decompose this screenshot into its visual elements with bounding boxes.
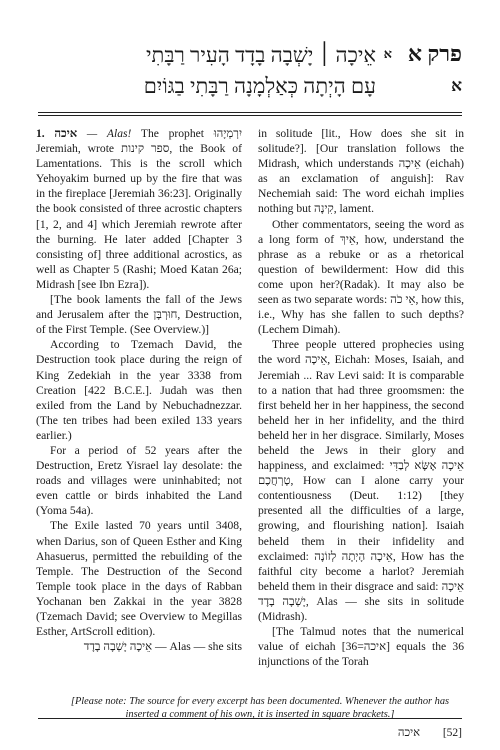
header-rule: [38, 112, 462, 113]
commentary-paragraph: For a period of 52 years after the Destruction, Eretz Yisrael lay desolate: the roads and villages were uninhabited; not even cattle or birds inhabited the Land (Yoma 54a).: [36, 443, 242, 518]
chapter-title: פרק א: [407, 41, 462, 66]
right-column: [258, 126, 464, 669]
commentary-paragraph: Three people uttered prophecies using the word אֵיכָה, Eichah: Moses, Isaiah, and Jeremiah ... Rav Levi said: It is comparable to a nation that had three groomsmen: the first beheld her in her happiness, the second beheld her in her infidelity, and the third beheld her in her disgrace. Similarly, Moses beheld the Jews in their glory and happiness, and exclaimed: אֵיכָה אֶשָּׂא לְבַדִּי טָרְחֲכֶם, How can I alone carry your contentiousness (Deut. 1:12) [they presented all the difficulties of a large, growing, and flourishing nation]. Isaiah beheld them in their infidelity and exclaimed: אֵיכָה הָיְתָה לְזוֹנָה, How has the faithful city become a harlot? Jeremiah beheld them in their disgrace and said: אֵיכָה יָשְׁבָה בָדָד, Alas — she sits in solitude (Midrash).: [258, 338, 464, 623]
footer-rule: [38, 718, 462, 719]
commentary-paragraph: Other commentators, seeing the word as a long form of אֵיךְ, how, understand the phrase as a rebuke or as a rhetorical question of bewilderment: How did this come upon her?(Radak). It may also be seen as two separate words: אֵי כֹה, how this, i.e., Why has she fallen to such depths? (Lechem Dimah).: [258, 217, 464, 337]
header-rule-double: [38, 115, 462, 116]
entry-text: The prophet יִרְמְיָהוּ Jeremiah, wrote ספר קינות, the Book of Lamentations. This is the scroll which Yehoyakim burned up by the fire that was in the fireplace [Jeremiah 36:23]. Originally the book consisted of three acrostic chapters [1, 2, and 4] which Jeremiah rewrote after the burning. He later added [Chapter 3 consisting of] three additional acrostics, as well as Chapter 5 (Rashi; Moed Katan 26a; Midrash [see Ibn Ezra]).: [36, 127, 242, 291]
chapter-number: א: [451, 76, 462, 95]
verse-header: [38, 40, 462, 100]
verse-line-2: עָם הָיְתָה כְּאַלְמָנָה רַבָּתִי בַגּוֹיִם: [143, 74, 376, 98]
page-number: [52]: [442, 727, 462, 739]
running-head: איכה: [397, 727, 420, 739]
entry-lemma: — Alas!: [77, 127, 132, 140]
commentary-body: [36, 126, 465, 669]
verse-number: א: [383, 46, 392, 61]
commentary-paragraph: [The Talmud notes that the numerical value of eichah [איכה=36] equals the 36 injunctions of the Torah: [258, 625, 465, 669]
left-column: [36, 126, 242, 654]
chapter-heading: [400, 40, 462, 98]
source-note: [Please note: The source for every excerpt has been documented. Whenever the author has inserted a comment of his own, it is inserted in square brackets.]: [70, 696, 450, 720]
commentary-paragraph: The Exile lasted 70 years until 3408, when Darius, son of Queen Esther and King Ahasuerus, permitted the rebuilding of the Temple. The Destruction of the Second Temple took place in the days of Rabban Yochanan ben Zakkai in the year 3828 (Tzemach David; see Overview to Megillas Esther, ArtScroll edition).: [36, 519, 242, 639]
verse-line-1: אֵיכָה ׀ יָשְׁבָה בָדָד הָעִיר רַבָּתִי: [146, 43, 376, 67]
commentary-paragraph: in solitude [lit., How does she sit in solitude?]. [Our translation follows the Midrash, which understands אֵיכָה (eichah) as an exclamation of anguish]: Rav Nechemiah said: The word eichah implies nothing but קִינָה, lament.: [258, 127, 465, 216]
entry-label: 1. איכה: [36, 127, 78, 140]
commentary-paragraph: [The book laments the fall of the Jews and Jerusalem after the חוּרְבָּן, Destruction, of the First Temple. (See Overview.)]: [36, 293, 242, 337]
commentary-paragraph: [36, 126, 242, 292]
commentary-paragraph: According to Tzemach David, the Destruction took place during the reign of King Zedekiah in the year 3338 from Creation [422 B.C.E.]. Judah was then exiled from the Land by Nebuchadnezzar. (The ten tribes had been exiled 133 years earlier.): [36, 338, 242, 442]
commentary-lemma: אֵיכָה יָשְׁבָה בָדָד — Alas — she sits: [83, 640, 242, 654]
verse-text: [76, 40, 376, 102]
